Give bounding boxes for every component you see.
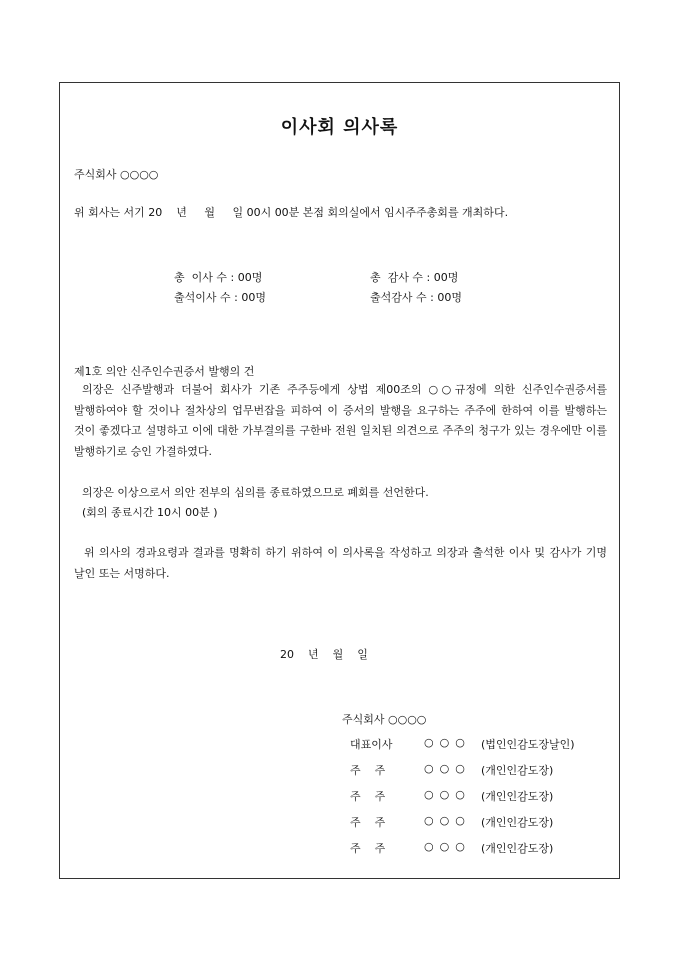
closing-line: 의장은 이상으로서 의안 전부의 심의를 종료하였으므로 폐회를 선언한다. [82,486,429,499]
signature-row [350,814,610,834]
date-line: 20 년 월 일 [280,648,368,661]
present-directors: 출석이사 수 : 00명 [174,291,266,304]
signature-role: 주 주 [350,790,386,803]
signature-name: ○○○ [424,840,471,853]
signature-name: ○○○ [424,788,471,801]
signature-role: 주 주 [350,842,386,855]
signature-name: ○○○ [424,814,471,827]
signature-row [350,788,610,808]
total-auditors: 총 감사 수 : 00명 [370,271,459,284]
signature-name: ○○○ [424,762,471,775]
signature-role: 주 주 [350,816,386,829]
company-line: 주식회사 ○○○○ [74,168,159,181]
signature-seal: (개인인감도장) [481,816,554,829]
document-title: 이사회 의사록 [280,117,399,138]
signature-seal: (개인인감도장) [481,764,554,777]
agenda-body: 의장은 신주발행과 더불어 회사가 기존 주주등에게 상법 제00조의 ○○규정에 의한 신주인수권증서를 발행하여야 할 것이나 절차상의 업무번잡을 피하여 이 증서의 발행을 요구하는 주주에 한하여 이를 발행하는 것이 좋겠다고 설명하고 이에 대한 가부결의를 구한바 전원 일치된 의견으로 주주의 청구가 있는 경우에만 이를 발행하기로 승인 가결하였다. [74,383,607,458]
closing-time: (회의 종료시간 10시 00분 ) [82,506,218,519]
signature-row [350,736,610,756]
signature-seal: (개인인감도장) [481,790,554,803]
signature-company: 주식회사 ○○○○ [342,713,427,726]
signature-seal: (법인인감도장날인) [481,738,575,751]
opening-line: 위 회사는 서기 20 년 월 일 00시 00분 본점 회의실에서 임시주주총회를 개최하다. [74,206,509,219]
present-auditors: 출석감사 수 : 00명 [370,291,462,304]
signature-name: ○○○ [424,736,471,749]
signature-seal: (개인인감도장) [481,842,554,855]
total-directors: 총 이사 수 : 00명 [174,271,263,284]
signature-role: 대표이사 [350,738,393,751]
signature-row [350,762,610,782]
agenda-title: 제1호 의안 신주인수권증서 발행의 건 [74,365,255,378]
signature-row [350,840,610,860]
statement: 위 의사의 경과요령과 결과를 명확히 하기 위하여 이 의사록을 작성하고 의장과 출석한 이사 및 감사가 기명 날인 또는 서명하다. [74,546,607,580]
signature-role: 주 주 [350,764,386,777]
document-page [59,82,620,879]
